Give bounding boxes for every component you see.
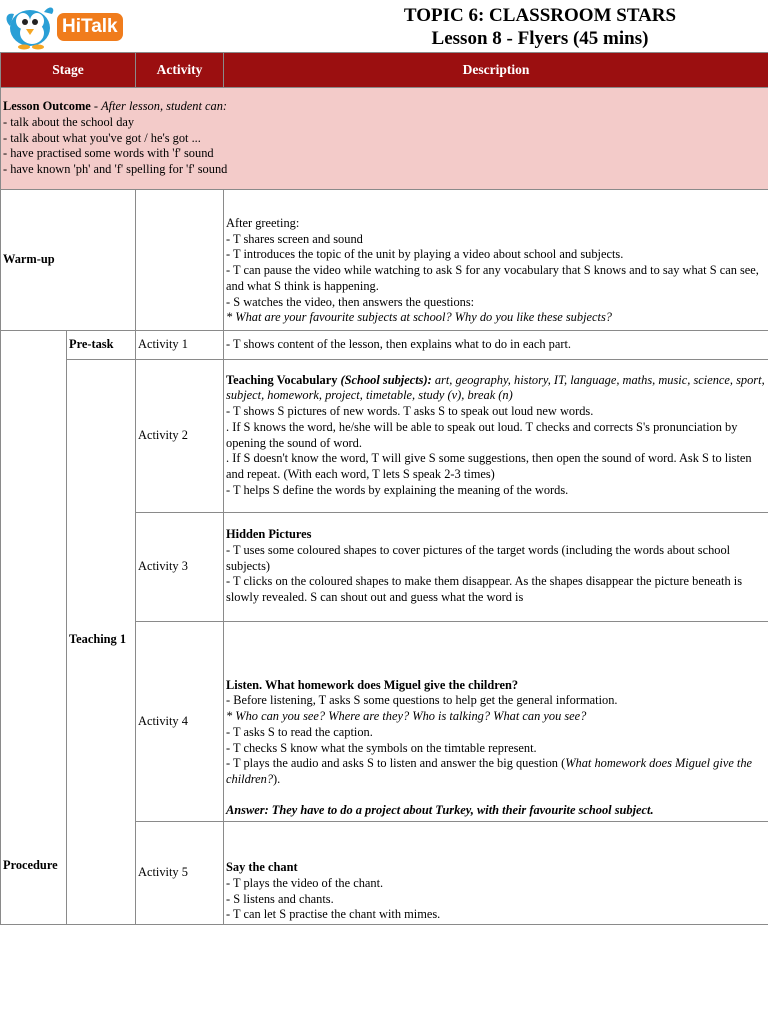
column-header-stage: Stage [1, 53, 136, 88]
title-topic: TOPIC 6: CLASSROOM STARS [403, 5, 677, 26]
stage-procedure: Procedure [1, 331, 67, 925]
lesson-outcome-cell: Lesson Outcome - After lesson, student can: - talk about the school day - talk about what you've got / he's got ... - have practised some words with 'f' sound - have known 'ph' and 'f' spelling for 'f' sound [1, 88, 768, 190]
activity-4-description: Listen. What homework does Miguel give the children? - Before listening, T asks S some questions to help get the general information. * Who can you see? Where are they? Who is talking? What can you see? - T asks S to read the caption. - T checks S know what the symbols on the timtable represent. - T plays the audio and asks S to listen and answer the big question (What homework does Miguel give the children?). Answer: They have to do a project about Turkey, with their favourite school subject. [224, 622, 768, 822]
outcome-item: - talk about the school day [3, 114, 135, 129]
activity-2-description: Teaching Vocabulary (School subjects): art, geography, history, IT, language, maths, music, science, sport, subject, homework, project, timetable, study (v), break (n) - T shows S pictures of new words. T asks S to speak out loud new words. . If S knows the word, he/she will be able to speak out loud. T checks and corrects S's pronunciation by opening the sound of word. . If S doesn't know the word, T will give S some suggestions, then open the sound of word. Ask S to listen and repeat. (With each word, T lets S speak 2-3 times) - T helps S define the words by explaining the meaning of the words. [224, 360, 768, 513]
activity-2-row [1, 360, 768, 513]
pretask-row [1, 331, 768, 360]
activity-1-description: - T shows content of the lesson, then explains what to do in each part. [224, 331, 768, 360]
substage-teaching-1: Teaching 1 [67, 360, 136, 925]
warmup-row [1, 190, 768, 331]
warmup-description: After greeting: - T shares screen and sound - T introduces the topic of the unit by playing a video about school and subjects. - T can pause the video while watching to ask S for any vocabulary that S knows and to say what S can see, and what S think is happening. - S watches the video, then answers the questions: * What are your favourite subjects at school? Why do you like these subjects? [224, 190, 768, 331]
activity-3-description: Hidden Pictures - T uses some coloured shapes to cover pictures of the target words (including the words about school subjects) - T clicks on the coloured shapes to make them disappear. As the shapes disappear the picture beneath is slowly revealed. S can shout out and guess what the word is [224, 513, 768, 622]
activity-5-label: Activity 5 [136, 822, 224, 925]
stage-warmup: Warm-up [1, 190, 136, 331]
bird-mascot-icon [4, 4, 64, 50]
activity-3-label: Activity 3 [136, 513, 224, 622]
outcome-label: Lesson Outcome [3, 99, 91, 114]
lesson-plan-table [0, 52, 768, 925]
warmup-activity-cell [136, 190, 224, 331]
activity-2-label: Activity 2 [136, 360, 224, 513]
activity-4-answer: Answer: They have to do a project about Turkey, with their favourite school subject. [226, 803, 654, 818]
outcome-item: - talk about what you've got / he's got ... [3, 130, 201, 145]
column-header-activity: Activity [136, 53, 224, 88]
table-header-row [1, 53, 768, 88]
page-title [320, 4, 760, 50]
outcome-item: - have practised some words with 'f' sound [3, 146, 214, 161]
title-lesson: Lesson 8 - Flyers (45 mins) [431, 28, 649, 49]
outcome-row [1, 88, 768, 190]
warmup-question: * What are your favourite subjects at school? Why do you like these subjects? [226, 310, 612, 325]
vocabulary-list: art, geography, history, IT, language, maths, music, science, sport, subject, homework, project, timetable, study (v), break (n) [226, 372, 765, 403]
column-header-description: Description [224, 53, 768, 88]
activity-5-description: Say the chant - T plays the video of the chant. - S listens and chants. - T can let S practise the chant with mimes. [224, 822, 768, 925]
activity-4-label: Activity 4 [136, 622, 224, 822]
hitalk-logo [4, 4, 124, 48]
substage-pretask: Pre-task [67, 331, 136, 360]
logo-wordmark: HiTalk [57, 13, 123, 41]
activity-1-label: Activity 1 [136, 331, 224, 360]
outcome-item: - have known 'ph' and 'f' spelling for 'f' sound [3, 162, 228, 177]
outcome-intro: After lesson, student can: [101, 99, 228, 114]
